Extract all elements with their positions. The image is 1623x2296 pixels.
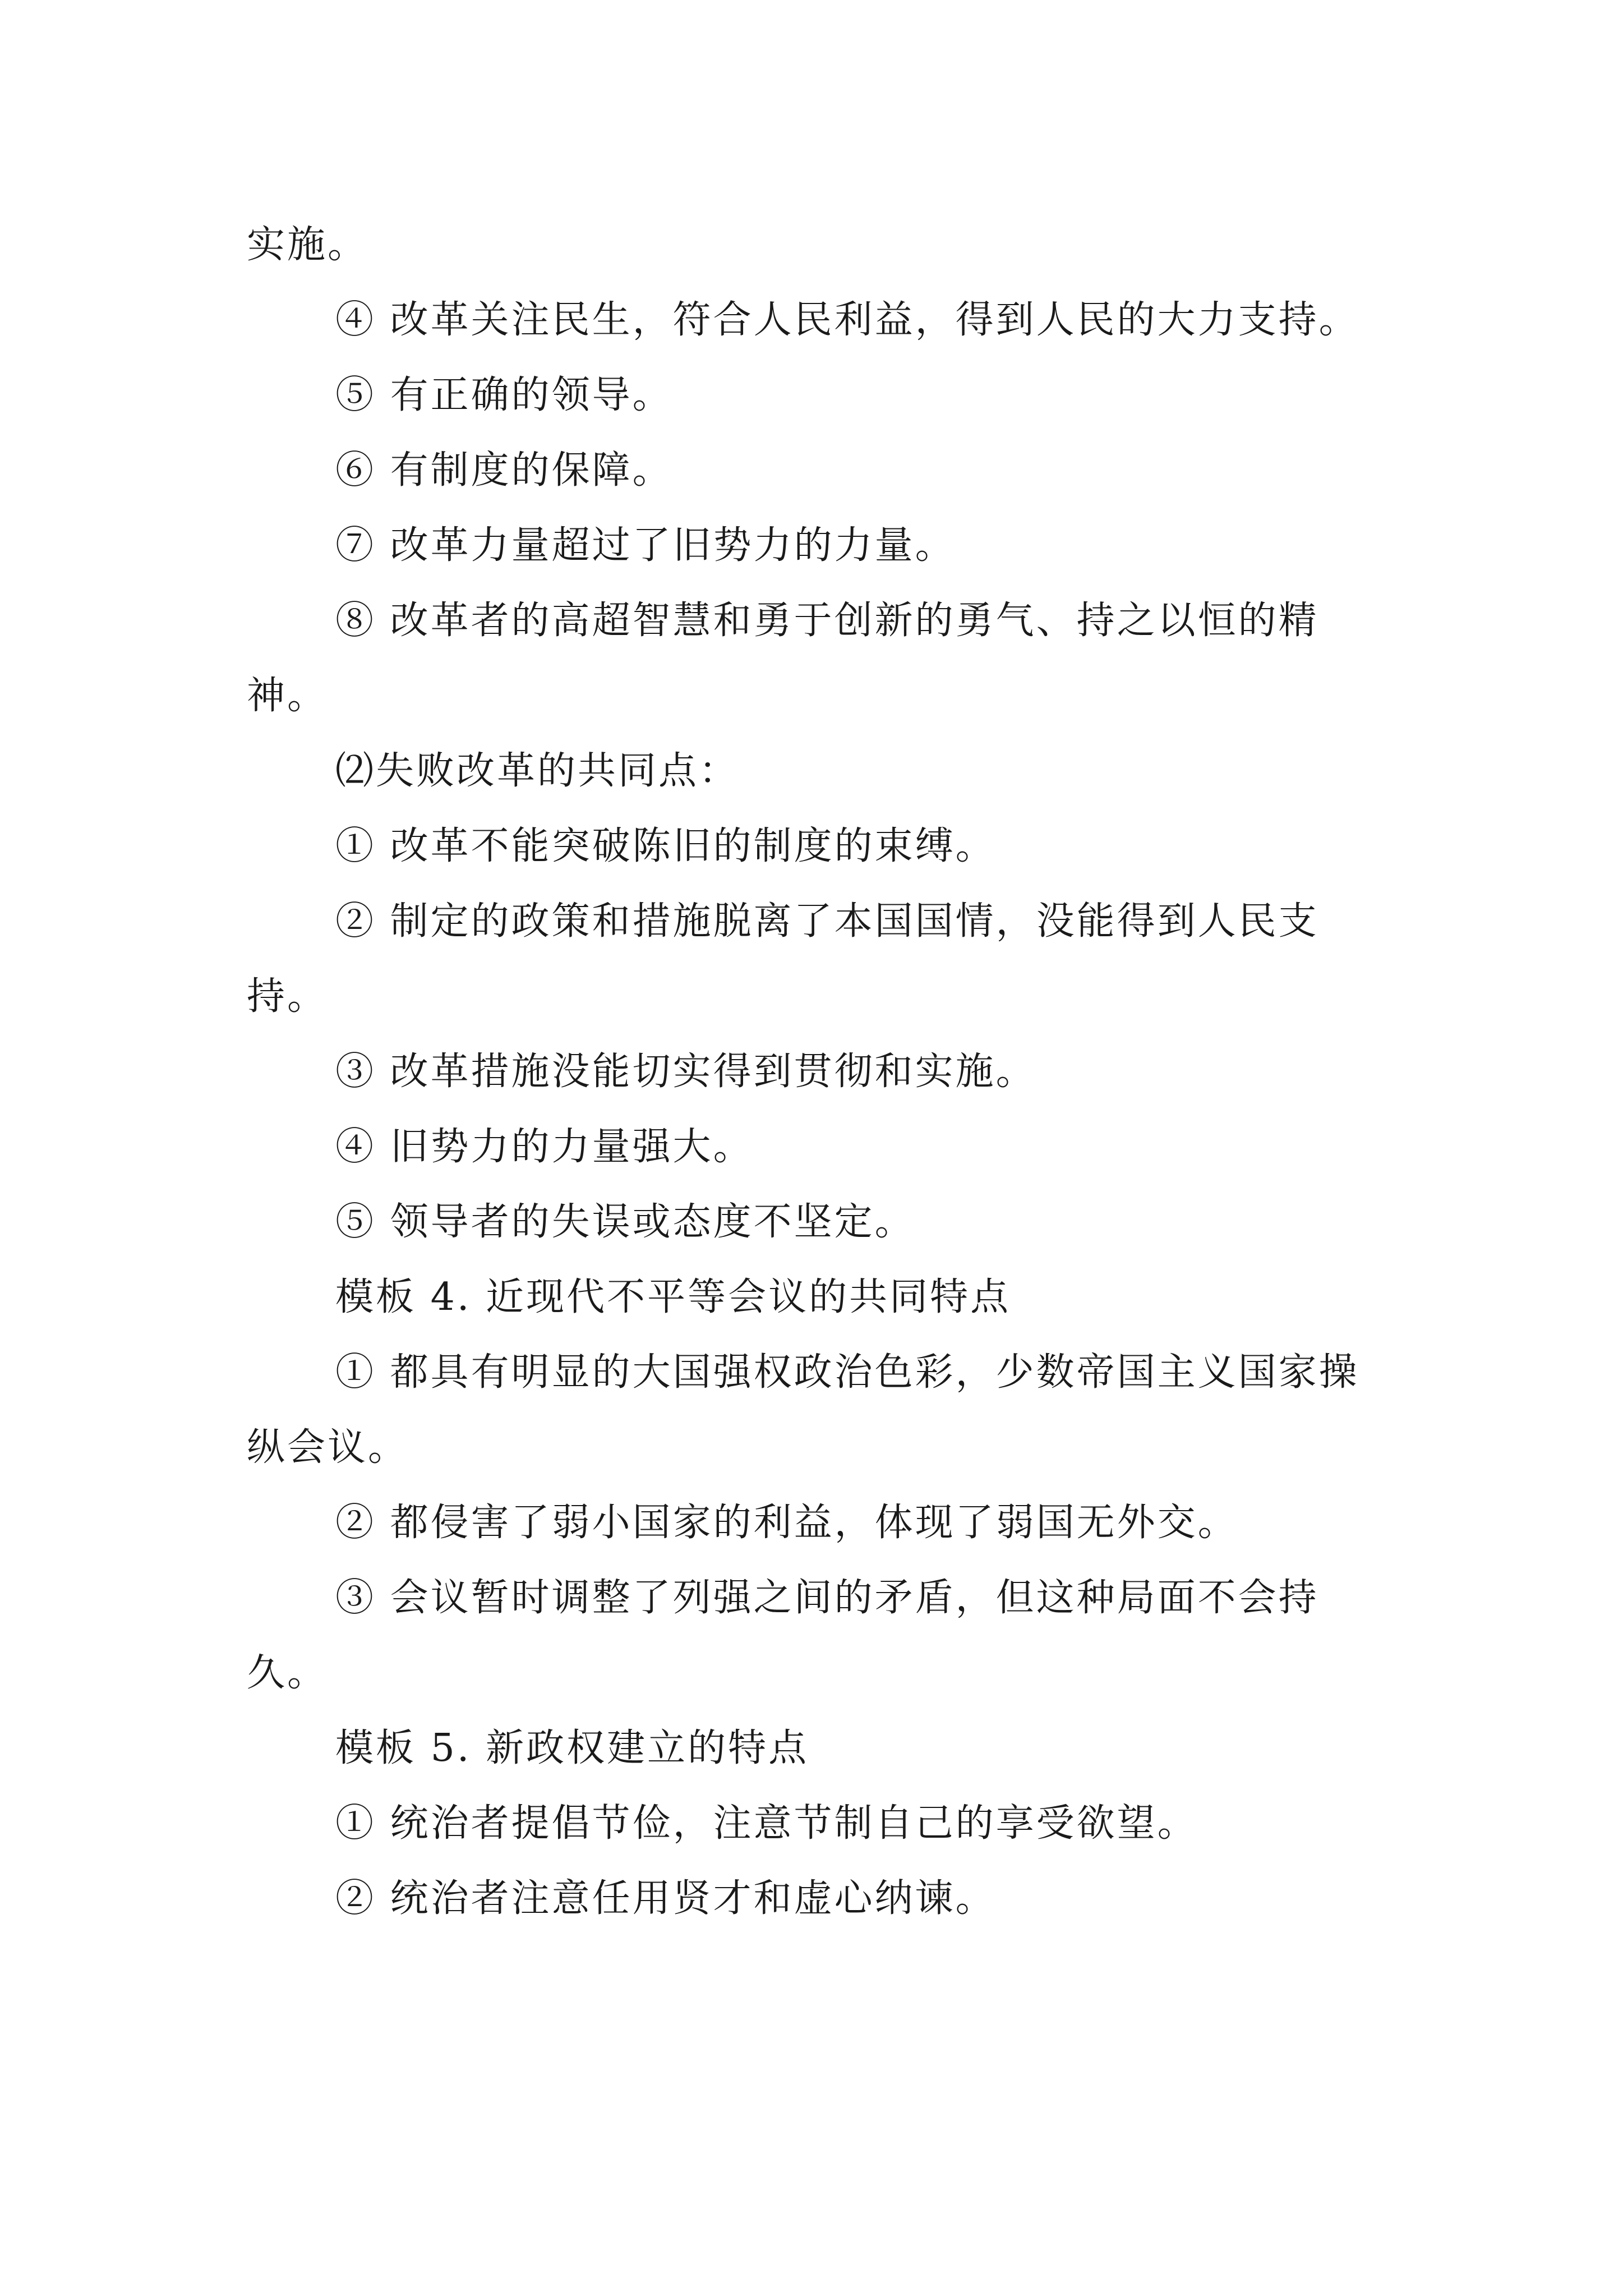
paragraph: ⑤ 有正确的领导。	[335, 373, 673, 417]
paragraph: 实施。	[247, 223, 368, 267]
section-heading: ⑵失败改革的共同点：	[335, 749, 740, 793]
paragraph: ⑥ 有制度的保障。	[335, 448, 673, 493]
section-heading: 模板 4. 近现代不平等会议的共同特点	[335, 1275, 1011, 1319]
paragraph: ② 制定的政策和措施脱离了本国国情，没能得到人民支持。	[247, 899, 1319, 1019]
paragraph: ⑦ 改革力量超过了旧势力的力量。	[335, 523, 956, 568]
paragraph: ⑤ 领导者的失误或态度不坚定。	[335, 1200, 915, 1244]
paragraph: ① 都具有明显的大国强权政治色彩，少数帝国主义国家操纵会议。	[247, 1350, 1359, 1470]
section-heading: 模板 5. 新政权建立的特点	[335, 1726, 809, 1770]
paragraph: ① 改革不能突破陈旧的制度的束缚。	[335, 824, 996, 868]
paragraph: ④ 旧势力的力量强大。	[335, 1125, 754, 1169]
paragraph: ① 统治者提倡节俭，注意节制自己的享受欲望。	[335, 1801, 1198, 1846]
paragraph: ② 都侵害了弱小国家的利益，体现了弱国无外交。	[335, 1501, 1238, 1545]
paragraph: ④ 改革关注民生，符合人民利益，得到人民的大力支持。	[335, 298, 1359, 342]
document-body	[247, 208, 1380, 1936]
paragraph: ② 统治者注意任用贤才和虚心纳谏。	[335, 1876, 996, 1921]
paragraph: ③ 会议暂时调整了列强之间的矛盾，但这种局面不会持久。	[247, 1576, 1319, 1695]
paragraph: ⑧ 改革者的高超智慧和勇于创新的勇气、持之以恒的精神。	[247, 599, 1319, 718]
paragraph: ③ 改革措施没能切实得到贯彻和实施。	[335, 1050, 1036, 1094]
